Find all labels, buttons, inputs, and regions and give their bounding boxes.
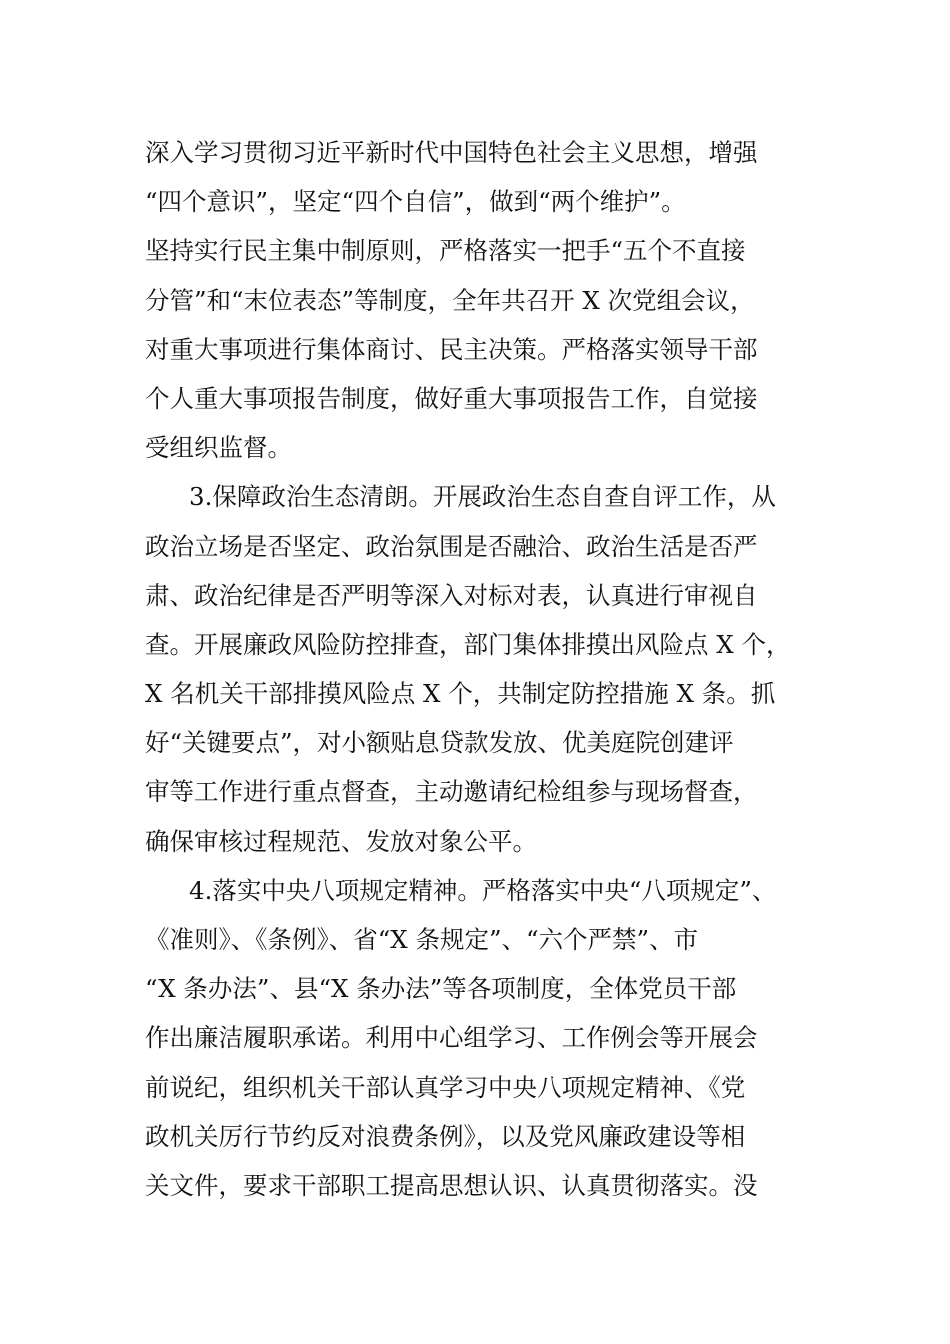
text-line: 受组织监督。 xyxy=(145,433,292,463)
body-text xyxy=(145,128,835,1210)
text-line: 查。开展廉政风险防控排查，部门集体排摸出风险点 X 个， xyxy=(145,629,791,659)
text-line: 个人重大事项报告制度，做好重大事项报告工作，自觉接 xyxy=(145,383,758,413)
text-line: 关文件，要求干部职工提高思想认识、认真贯彻落实。没 xyxy=(145,1170,758,1200)
text-line: 作出廉洁履职承诺。利用中心组学习、工作例会等开展会 xyxy=(145,1023,758,1053)
text-line: 好“关键要点”，对小额贴息贷款发放、优美庭院创建评 xyxy=(145,728,734,758)
section-3-heading-line: 3.保障政治生态清朗。开展政治生态自查自评工作，从 xyxy=(189,482,776,512)
text-line: “四个意识”，坚定“四个自信”，做到“两个维护”。 xyxy=(145,187,686,217)
text-line: 深入学习贯彻习近平新时代中国特色社会主义思想，增强 xyxy=(145,138,758,167)
text-line: 《准则》、《条例》、省“X 条规定”、“六个严禁”、市 xyxy=(145,925,699,954)
text-line: X 名机关干部排摸风险点 X 个，共制定防控措施 X 条。抓 xyxy=(145,679,776,709)
text-line: 分管”和“末位表态”等制度，全年共召开 X 次党组会议， xyxy=(145,285,755,315)
text-line: 确保审核过程规范、发放对象公平。 xyxy=(145,826,537,856)
section-4-heading-line: 4.落实中央八项规定精神。严格落实中央“八项规定”、 xyxy=(189,875,777,905)
text-line: 坚持实行民主集中制原则，严格落实一把手“五个不直接 xyxy=(145,236,746,266)
text-line: “X 条办法”、县“X 条办法”等各项制度，全体党员干部 xyxy=(145,974,737,1004)
text-line: 政治立场是否坚定、政治氛围是否融洽、政治生活是否严 xyxy=(145,531,758,561)
text-line: 肃、政治纪律是否严明等深入对标对表，认真进行审视自 xyxy=(145,580,758,610)
text-line: 审等工作进行重点督查，主动邀请纪检组参与现场督查， xyxy=(145,777,758,807)
text-line: 政机关厉行节约反对浪费条例》，以及党风廉政建设等相 xyxy=(145,1121,746,1151)
text-line: 前说纪，组织机关干部认真学习中央八项规定精神、《党 xyxy=(145,1072,746,1102)
text-line: 对重大事项进行集体商讨、民主决策。严格落实领导干部 xyxy=(145,334,758,364)
